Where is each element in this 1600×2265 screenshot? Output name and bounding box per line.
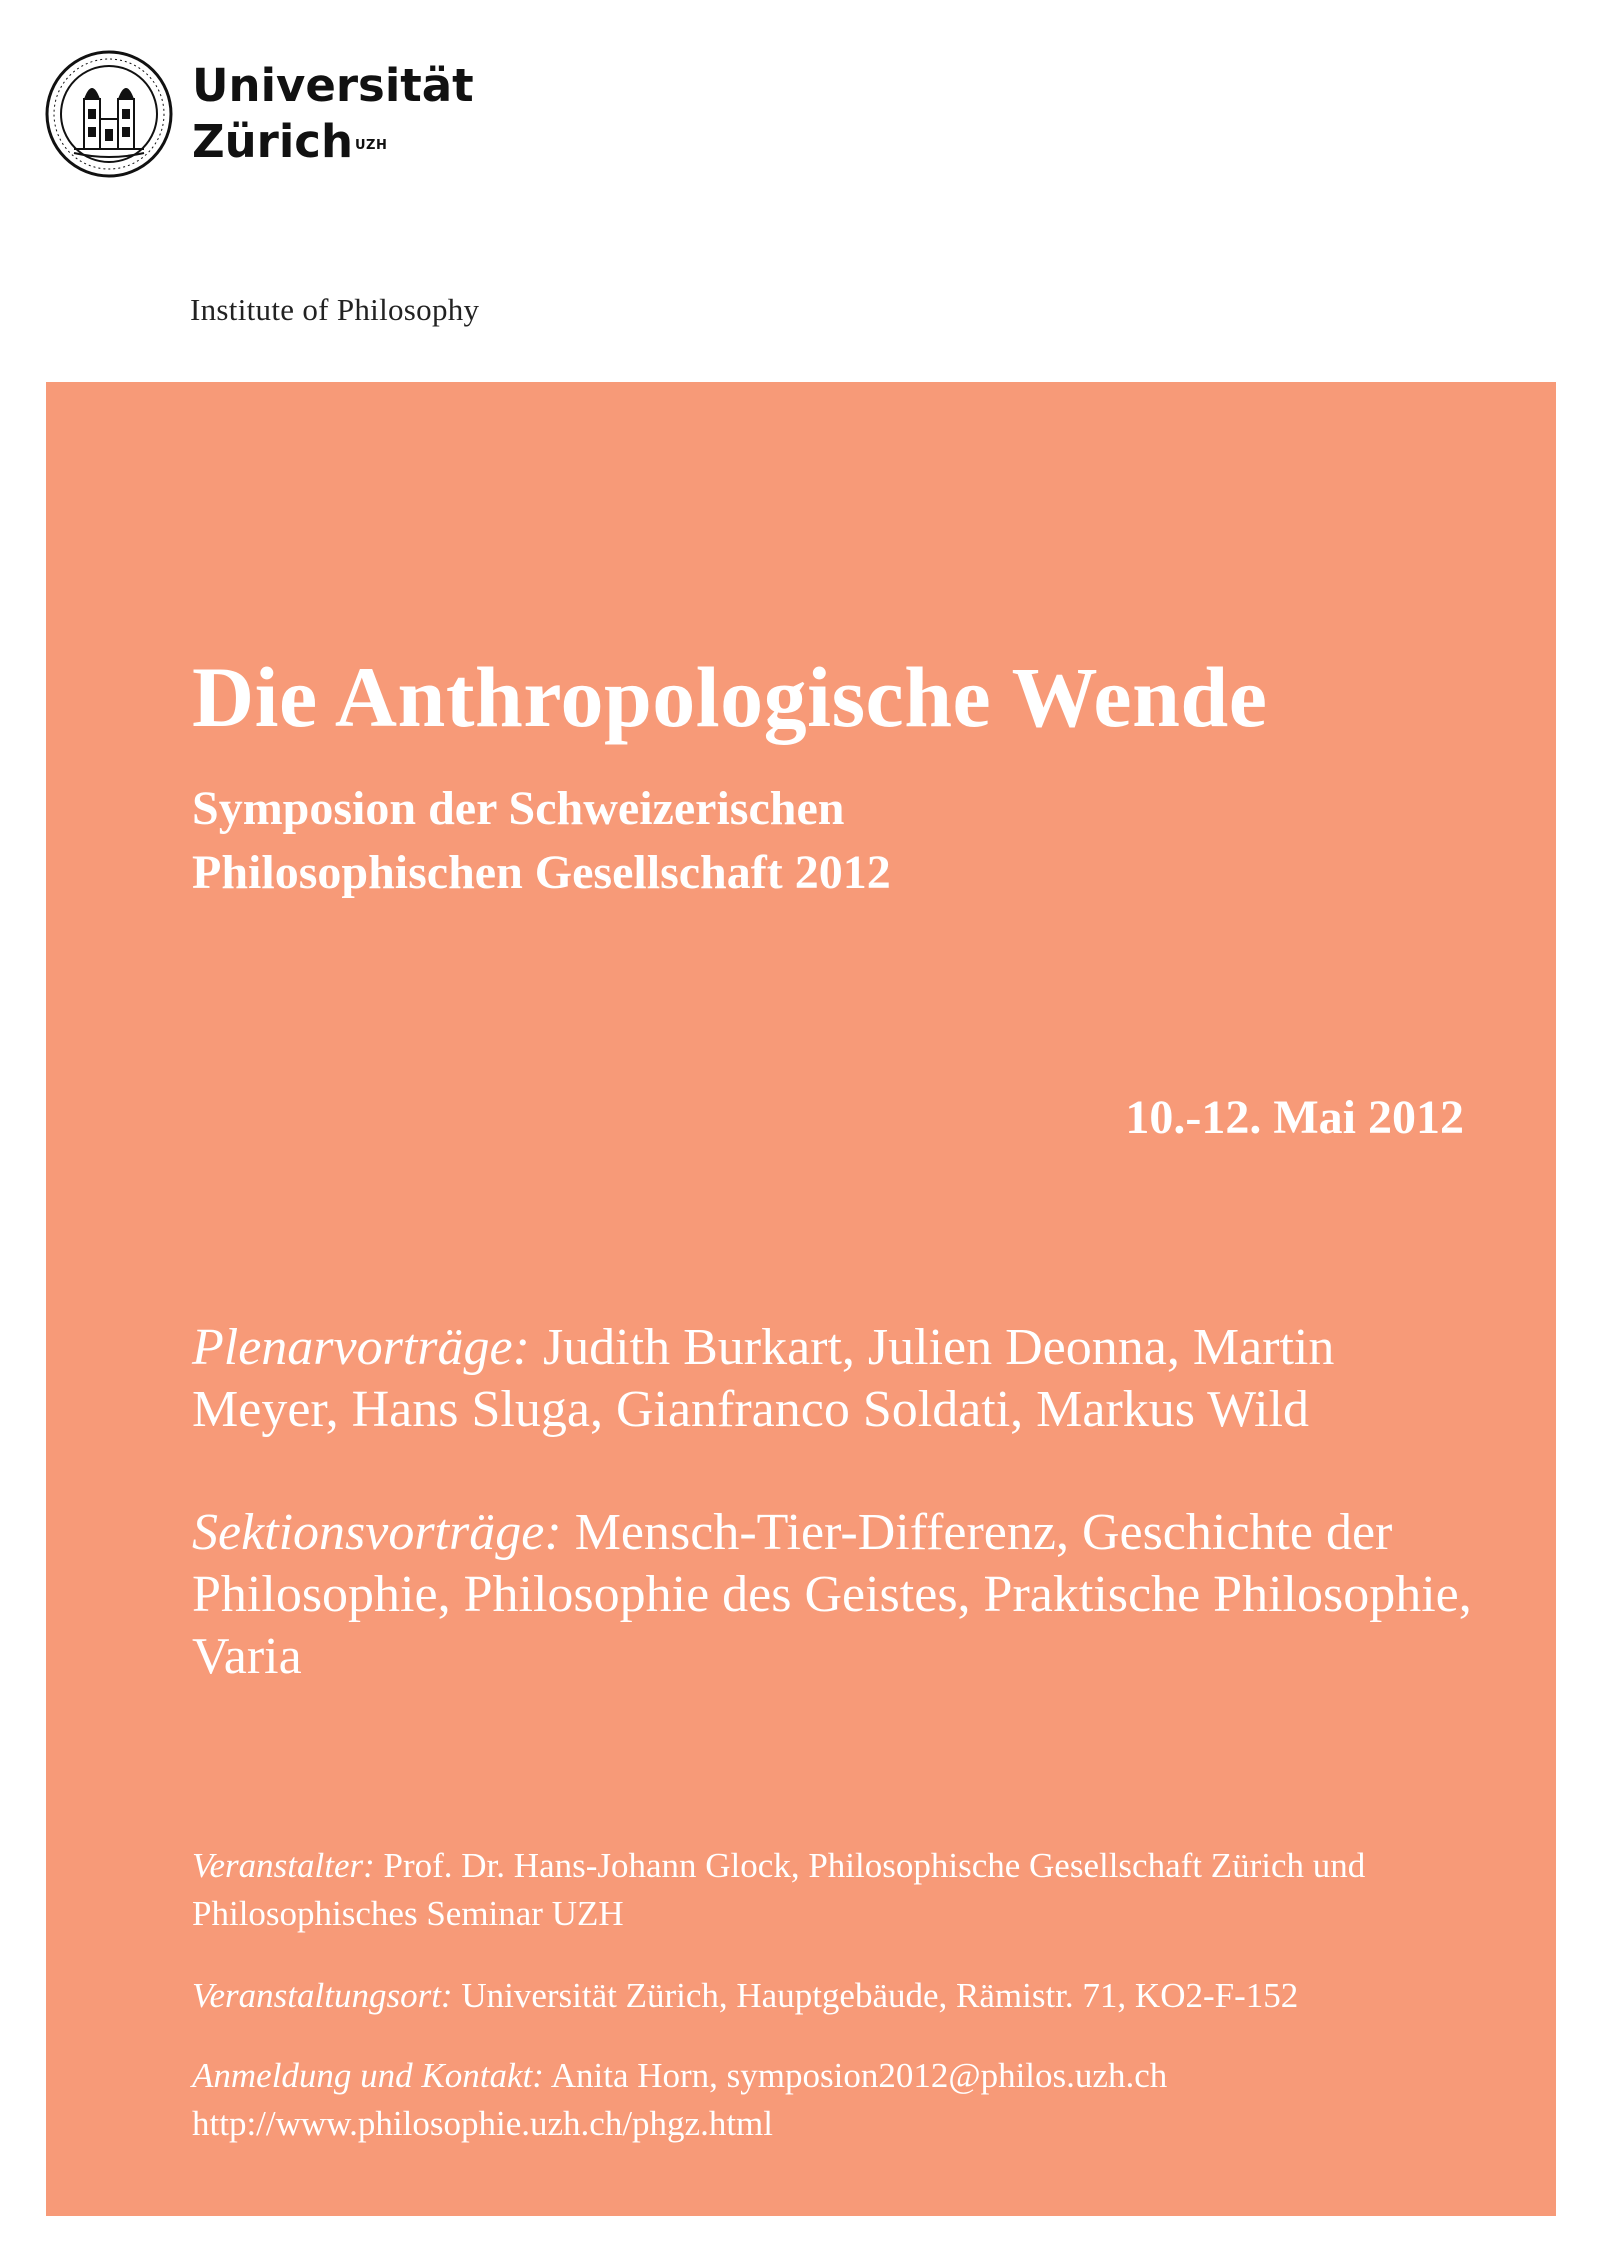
venue-text: Universität Zürich, Hauptgebäude, Rämistr. 71, KO2-F-152 — [452, 1976, 1299, 2015]
wordmark-city: Zürich — [192, 115, 353, 168]
plenary-talks — [192, 1317, 1492, 1441]
plenary-speakers: Judith Burkart, Julien Deonna, Martin Meyer, Hans Sluga, Gianfranco Soldati, Markus Wild — [192, 1319, 1335, 1438]
registration-info — [192, 2052, 1532, 2148]
subtitle-line2: Philosophischen Gesellschaft 2012 — [192, 846, 891, 899]
section-talks — [192, 1502, 1492, 1688]
venue-label: Veranstaltungsort: — [192, 1976, 453, 2015]
wordmark-line1: Universität — [192, 59, 474, 112]
organizer-text: Prof. Dr. Hans-Johann Glock, Philosophische Gesellschaft Zürich und Philosophisches Seminar UZH — [192, 1846, 1366, 1933]
organizer-info — [192, 1842, 1532, 1938]
subtitle-line1: Symposion der Schweizerischen — [192, 782, 845, 835]
university-wordmark — [192, 58, 474, 170]
section-topics: Mensch-Tier-Differenz, Geschichte der Philosophie, Philosophie des Geistes, Praktische Philosophie, Varia — [192, 1504, 1472, 1685]
registration-contact: Anita Horn, symposion2012@philos.uzh.ch — [543, 2056, 1168, 2095]
wordmark-line2 — [192, 114, 474, 170]
organizer-label: Veranstalter: — [192, 1846, 375, 1885]
registration-label: Anmeldung und Kontakt: — [192, 2056, 544, 2095]
website-link[interactable]: http://www.philosophie.uzh.ch/phgz.html — [192, 2104, 774, 2143]
section-label: Sektionsvorträge: — [192, 1504, 562, 1561]
event-date: 10.-12. Mai 2012 — [1125, 1091, 1464, 1144]
poster-title: Die Anthropologische Wende — [192, 649, 1268, 745]
institute-name: Institute of Philosophy — [190, 292, 480, 327]
university-seal-icon — [44, 49, 174, 179]
poster-subtitle — [192, 777, 891, 905]
registration-line — [192, 2052, 1532, 2100]
wordmark-suffix: UZH — [355, 138, 388, 153]
venue-info — [192, 1972, 1532, 2020]
plenary-label: Plenarvorträge: — [192, 1319, 530, 1376]
poster-panel — [46, 382, 1556, 2216]
university-logo — [44, 44, 474, 184]
